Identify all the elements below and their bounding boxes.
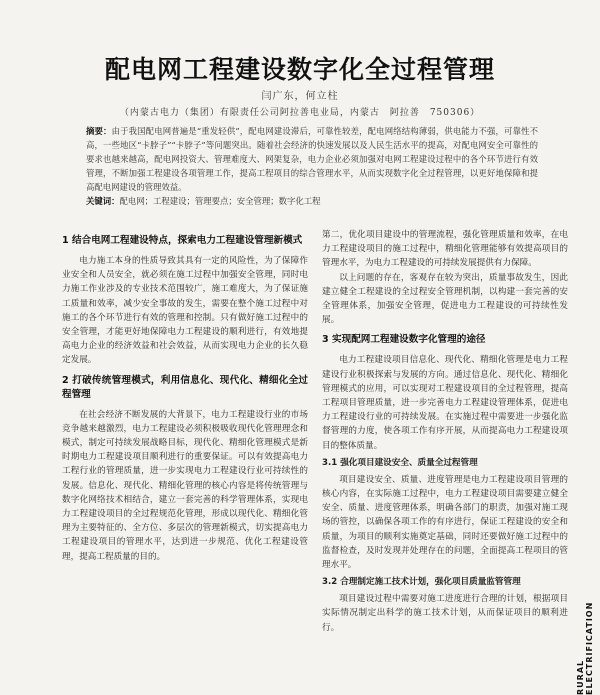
section-1-heading: 1 结合电网工程建设特点，探索电力工程建设管理新模式 xyxy=(62,235,303,246)
keywords-label: 关键词： xyxy=(86,196,120,206)
abstract-body xyxy=(86,124,538,194)
left-column xyxy=(62,228,308,564)
subsection-3-1-heading: 3.1 强化项目建设安全、质量全过程管理 xyxy=(322,457,478,468)
right-column xyxy=(322,228,568,635)
section-2-heading: 2 打破传统管理模式，利用信息化、现代化、精细化全过程管理 xyxy=(62,374,308,400)
paper-authors: 闫广东，何立柱 xyxy=(261,91,339,102)
paper-title: 配电网工程建设数字化全过程管理 xyxy=(104,55,495,84)
section-1-paragraph: 电力施工本身的性质导致其具有一定的风险性，为了保障作业安全和人员安全，就必须在施工过程中加强安全管理，同时电力施工作业涉及的专业技术范围较广，施工难度大，为了保证施工质量和效率，减少安全事故的发生，需要在整个施工过程中对施工的各个环节进行有效的管理和控制。只有做好施工过程中的安全管理，才能更好地保障电力工程建设的顺利进行，有效地提高电力企业的经济效益和社会效益，从而实现电力企业的长久稳定发展。 xyxy=(62,256,308,366)
subsection-3-2-heading: 3.2 合理制定施工技术计划，强化项目质量监管管理 xyxy=(322,577,521,588)
subsection-3-2-paragraph: 项目建设过程中需要对施工进度进行合理的计划，根据项目实际情况制定出科学的施工技术计划，从而保证项目的顺利进行。 xyxy=(322,594,568,633)
keywords-text: 配电网；工程建设；管理要点；安全管理；数字化工程 xyxy=(119,196,321,206)
journal-side-label: RURAL ELECTRIFICATION xyxy=(576,601,594,695)
section-2-paragraph: 在社会经济不断发展的大背景下，电力工程建设行业的市场竞争越来越激烈，电力工程建设必须积极吸收现代化管理理念和模式，制定可持续发展战略目标，现代化、精细化管理模式是新时期电力工程建设项目顺利进行的重要保证。可以有效提高电力工程行业的管理质量，进一步实现电力工程建设行业可持续性的发展。信息化、现代化、精细化管理的核心内容是将传统管理与数字化网络技术相结合，建立一套完善的科学管理体系，实现电力工程建设项目的全过程规范化管理，形成以现代化、精细化管理为主要特征的、全方位、多层次的管理新模式，切实提高电力工程建设项目的管理水平，达到进一步规范、优化工程建设管理，提高工程质量的目的。 xyxy=(62,409,308,562)
paper-affiliation: （内蒙古电力（集团）有限责任公司阿拉善电业局，内蒙古 阿拉善 750306） xyxy=(119,108,481,118)
abstract-label: 摘要： xyxy=(86,126,112,136)
subsection-3-1-paragraph: 项目建设安全、质量、进度管理是电力工程建设项目管理的核心内容，在实际施工过程中，电力工程建设项目需要建立健全安全、质量、进度管理体系，明确各部门的职责，加强对施工现场的管控，以确保各项工作的有序进行，保证工程建设的安全和质量，为项目的顺利实施奠定基础，同时还要做好施工过程中的监督检查，及时发现并处理存在的问题，全面提高工程项目的管理水平。 xyxy=(322,474,568,571)
abstract-block xyxy=(86,124,538,208)
abstract-text: 由于我国配电网普遍是“重发轻供”，配电网建设滞后，可靠性较差，配电网络结构薄弱，供电能力不强，可靠性不高，一些地区“卡脖子”“卡脖子”等问题突出。随着社会经济的快速发展以及人民生活水平的提高，对配电网安全可靠性的要求也越来越高，配电网投资大、管理难度大、网架复杂，电力企业必须加强对电网工程建设过程中的各个环节进行有效管理，不断加强工程建设各项管理工作，提高工程项目的综合管理水平，从而实现数字化全过程管理，以更好地保障和提高配电网建设的管理效益。 xyxy=(86,126,539,192)
continued-paragraph: 第二，优化项目建设中的管理流程，强化管理质量和效率，在电力工程建设项目的施工过程中，精细化管理能够有效提高项目的管理水平，为电力工程建设的可持续发展提供有力保障。 xyxy=(322,230,568,269)
paragraph-2: 以上问题的存在，客观存在较为突出，质量事故发生，因此建立健全工程建设的全过程安全管理机制，以构建一套完善的安全管理体系，加强安全管理，促进电力工程建设的可持续性发展。 xyxy=(322,272,568,326)
section-3-paragraph: 电力工程建设项目信息化、现代化、精细化管理是电力工程建设行业积极探索与发展的方向。通过信息化、现代化、精细化管理模式的应用，可以实现对工程建设项目的全过程管理，提高工程项目管理质量，进一步完善电力工程建设管理体系，促进电力工程建设行业的可持续发展。在实施过程中需要进一步强化监督管理的力度，使各项工作有序开展，从而提高电力工程建设项目的整体质量。 xyxy=(322,355,568,451)
section-3-heading: 3 实现配网工程建设数字化管理的途径 xyxy=(322,334,486,346)
keywords-line xyxy=(86,194,538,208)
